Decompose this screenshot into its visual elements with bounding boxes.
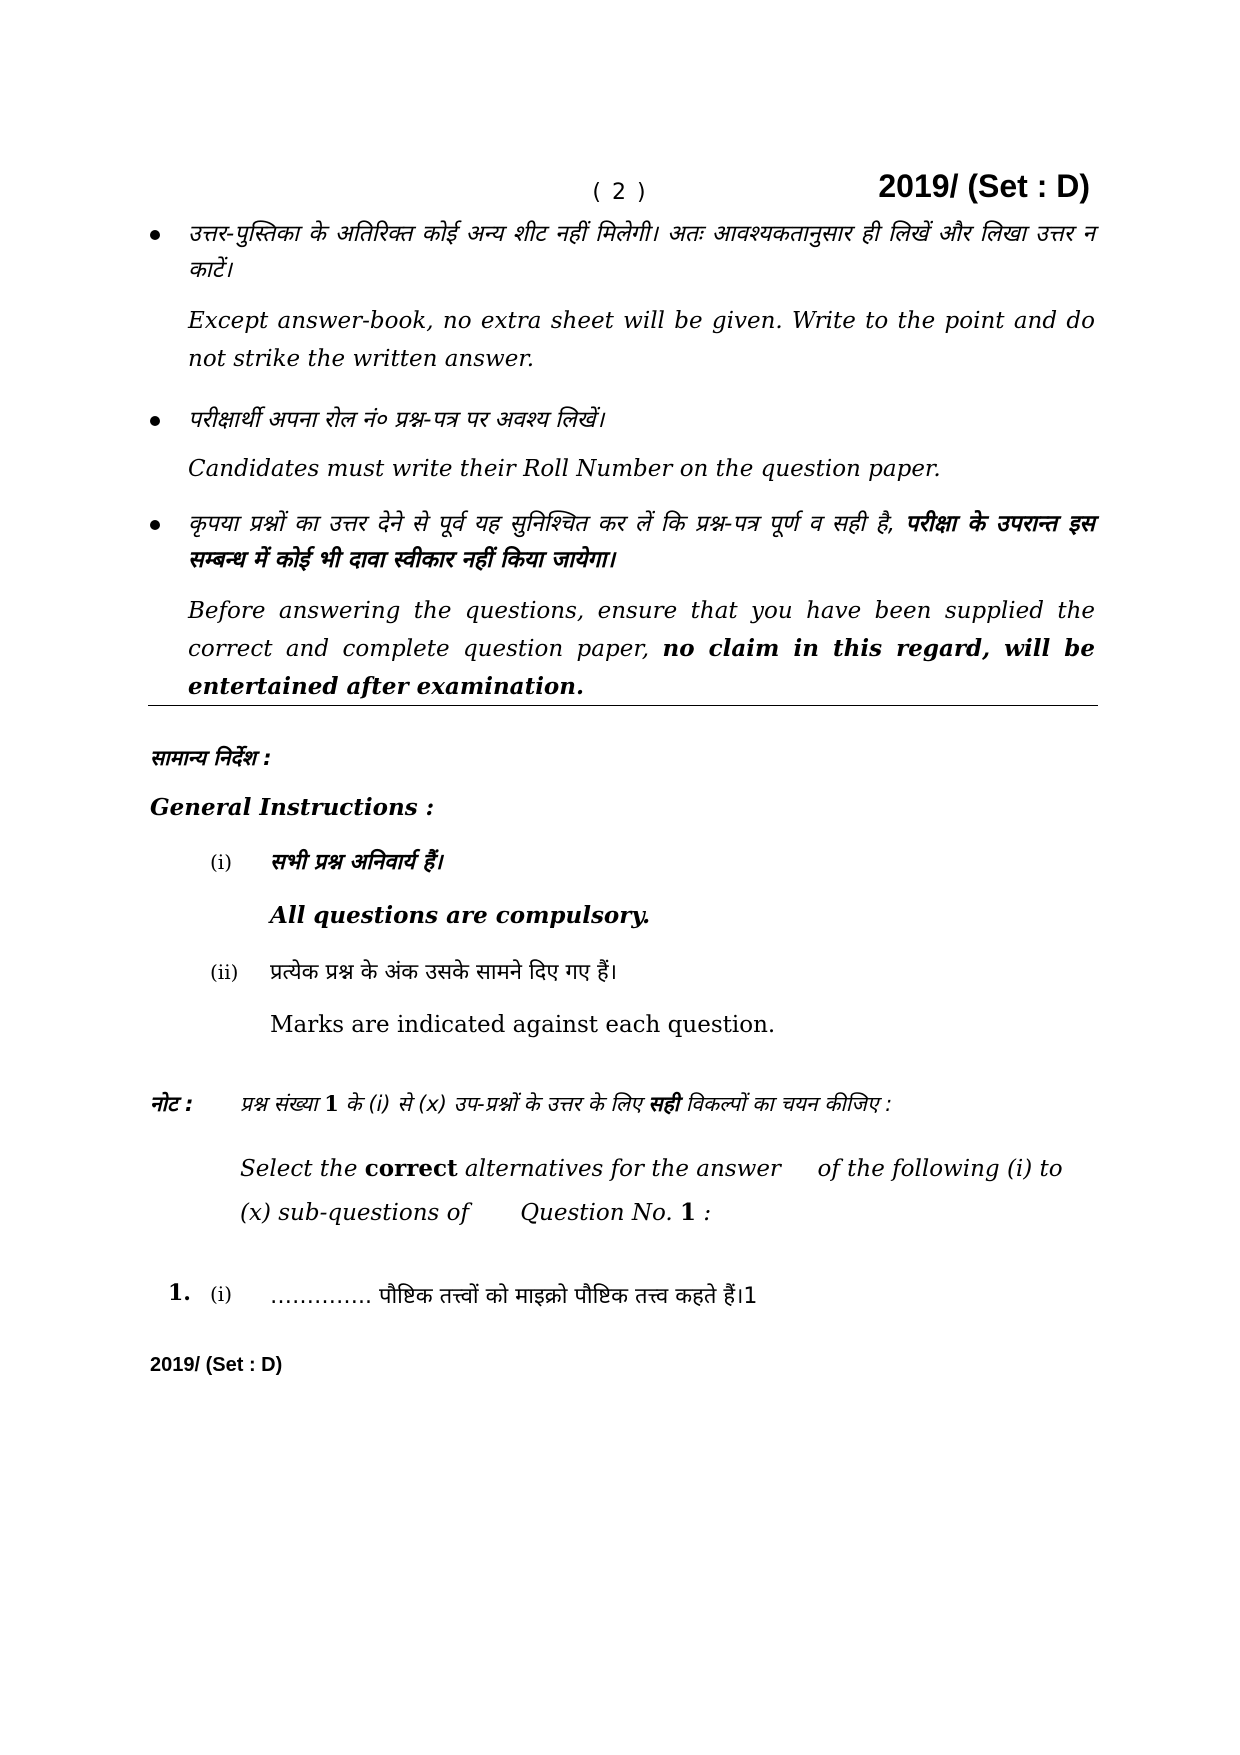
general-item-1-english: All questions are compulsory. <box>270 902 651 929</box>
question-number: 1. <box>168 1280 191 1306</box>
note-label: नोट : <box>150 1092 194 1116</box>
note-english <box>240 1147 1095 1235</box>
note-english-text-1: Select the <box>240 1156 365 1182</box>
instruction-3-english <box>188 592 1095 706</box>
note-english-text-2: alternatives for the answer of the following (i) to (x) sub-questions of Question No. <box>240 1156 1070 1226</box>
divider <box>148 705 1098 706</box>
general-item-2-label: (ii) <box>210 960 239 984</box>
general-item-1-hindi: सभी प्रश्न अनिवार्य हैं। <box>270 850 443 875</box>
instruction-1-hindi: उत्तर-पुस्तिका के अतिरिक्त कोई अन्य शीट नहीं मिलेगी। अतः आवश्यकतानुसार ही लिखें और लिखा उत्तर न काटें। <box>188 221 1095 283</box>
instruction-3-english-bold: no claim in this regard, will be entertained after examination. <box>188 635 1095 700</box>
instruction-3 <box>150 506 1095 706</box>
instruction-1 <box>150 216 1095 378</box>
instruction-2 <box>150 402 1095 488</box>
general-instructions-heading-english: General Instructions : <box>150 794 435 821</box>
general-item-1-label: (i) <box>210 850 233 874</box>
bullet-icon <box>150 416 160 426</box>
instruction-3-hindi <box>188 506 1095 578</box>
note-hindi <box>240 1090 1095 1118</box>
note-english-number: 1 <box>680 1199 697 1226</box>
instruction-3-hindi-text: कृपया प्रश्नों का उत्तर देने से पूर्व यह सुनिश्चित कर लें कि प्रश्न-पत्र पूर्ण व सही है, <box>188 511 906 537</box>
note-english-bold: correct <box>364 1155 458 1182</box>
footer-paper-code: 2019/ (Set : D) <box>150 1354 283 1376</box>
note-hindi-bold: सही <box>648 1092 680 1116</box>
header-paper-code: 2019/ (Set : D) <box>878 168 1090 204</box>
instruction-2-hindi: परीक्षार्थी अपना रोल नं० प्रश्न-पत्र पर अवश्य लिखें। <box>188 407 605 433</box>
question-text: ………….. पौष्टिक तत्त्वों को माइक्रो पौष्टिक तत्त्व कहते हैं।1 <box>270 1284 758 1309</box>
instruction-2-english: Candidates must write their Roll Number on the question paper. <box>188 456 941 482</box>
instruction-1-english: Except answer-book, no extra sheet will be given. Write to the point and do not strike the written answer. <box>188 308 1095 372</box>
general-item-2-english: Marks are indicated against each question. <box>270 1012 776 1038</box>
note-hindi-text-2: के (i) से (x) उप-प्रश्नों के उत्तर के लिए <box>338 1092 649 1116</box>
note-hindi-text-1: प्रश्न संख्या <box>240 1092 325 1116</box>
general-instructions-heading-hindi: सामान्य निर्देश : <box>150 746 272 770</box>
page-number: ( 2 ) <box>592 180 648 205</box>
note-english-text-3: : <box>696 1200 712 1226</box>
instruction-3-english-text: Before answering the questions, ensure that you have been supplied the correct and complete question paper, <box>188 598 1095 662</box>
note-hindi-number: 1 <box>324 1091 339 1116</box>
bullet-icon <box>150 520 160 530</box>
question-sub-label: (i) <box>210 1282 233 1306</box>
note-hindi-text-3: विकल्पों का चयन कीजिए : <box>679 1092 893 1116</box>
general-item-2-hindi: प्रत्येक प्रश्न के अंक उसके सामने दिए गए हैं। <box>270 960 618 985</box>
instruction-3-hindi-bold: परीक्षा के उपरान्त इस सम्बन्ध में कोई भी दावा स्वीकार नहीं किया जायेगा। <box>188 511 1095 573</box>
bullet-icon <box>150 230 160 240</box>
